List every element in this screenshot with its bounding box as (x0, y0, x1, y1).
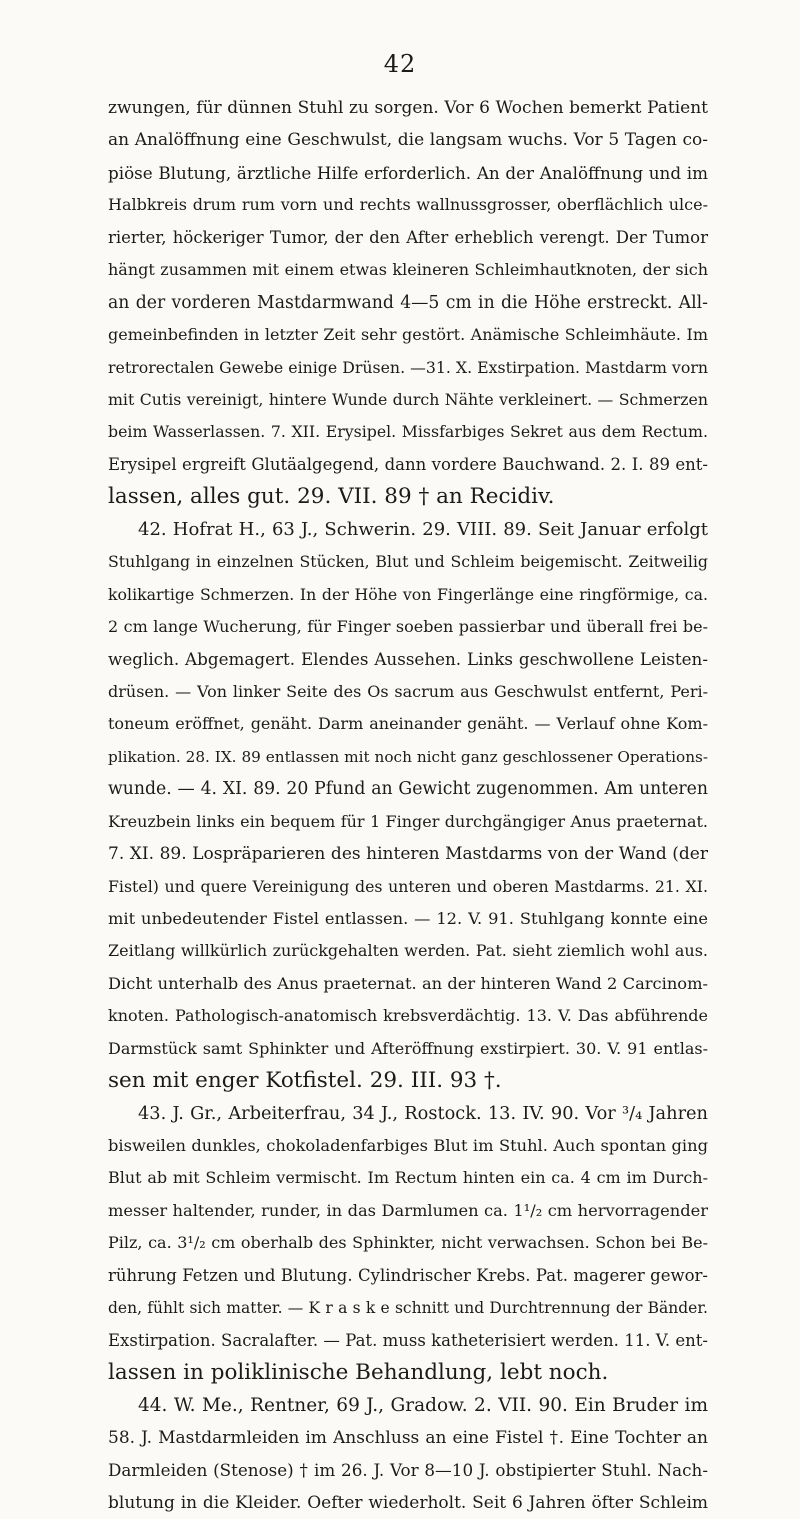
text-line: an Analöffnung eine Geschwulst, die langsam wuchs. Vor 5 Tagen co- (108, 130, 708, 151)
text-line: plikation. 28. IX. 89 entlassen mit noch nicht ganz geschlossener Operations- (108, 747, 708, 766)
text-line: wunde. — 4. XI. 89. 20 Pfund an Gewicht zugenommen. Am unteren (108, 779, 708, 800)
text-line: Zeitlang willkürlich zurückgehalten werden. Pat. sieht ziemlich wohl aus. (108, 941, 708, 961)
text-line: beim Wasserlassen. 7. XII. Erysipel. Missfarbiges Sekret aus dem Rectum. (108, 422, 708, 442)
text-line: 7. XI. 89. Lospräparieren des hinteren Mastdarms von der Wand (der (108, 844, 708, 865)
text-line: rührung Fetzen und Blutung. Cylindrischer Krebs. Pat. magerer gewor- (108, 1265, 708, 1285)
text-line: knoten. Pathologisch-anatomisch krebsverdächtig. 13. V. Das abführende (108, 1006, 708, 1026)
text-line: retrorectalen Gewebe einige Drüsen. —31. X. Exstirpation. Mastdarm vorn (108, 357, 708, 377)
text-line: Darmstück samt Sphinkter und Afteröffnung exstirpiert. 30. V. 91 entlas- (108, 1038, 708, 1058)
page-number: 42 (383, 50, 417, 78)
text-line: Dicht unterhalb des Anus praeternat. an der hinteren Wand 2 Carcinom- (108, 973, 708, 993)
text-line: 43. J. Gr., Arbeiterfrau, 34 J., Rostock. 13. IV. 90. Vor ³/₄ Jahren (138, 1103, 708, 1124)
text-line: toneum eröffnet, genäht. Darm aneinander genäht. — Verlauf ohne Kom- (108, 714, 708, 734)
text-line: an der vorderen Mastdarmwand 4—5 cm in die Höhe erstreckt. All- (108, 292, 708, 313)
document-body (108, 92, 708, 1519)
text-line: gemeinbefinden in letzter Zeit sehr gestört. Anämische Schleimhäute. Im (108, 325, 708, 345)
text-line: messer haltender, runder, in das Darmlumen ca. 1¹/₂ cm hervorragender (108, 1200, 708, 1220)
text-line: Pilz, ca. 3¹/₂ cm oberhalb des Sphinkter, nicht verwachsen. Schon bei Be- (108, 1233, 708, 1253)
text-line: Stuhlgang in einzelnen Stücken, Blut und Schleim beigemischt. Zeitweilig (108, 552, 708, 572)
text-line: 2 cm lange Wucherung, für Finger soeben passierbar und überall frei be- (108, 617, 708, 636)
text-line: drüsen. — Von linker Seite des Os sacrum aus Geschwulst entfernt, Peri- (108, 681, 708, 701)
text-line: kolikartige Schmerzen. In der Höhe von Fingerlänge eine ringförmige, ca. (108, 584, 708, 604)
text-line: blutung in die Kleider. Oefter wiederholt. Seit 6 Jahren öfter Schleim (108, 1492, 708, 1513)
text-line: Fistel) und quere Vereinigung des unteren und oberen Mastdarms. 21. XI. (108, 876, 708, 896)
text-line: 42. Hofrat H., 63 J., Schwerin. 29. VIII. 89. Seit Januar erfolgt (138, 518, 708, 540)
text-line: mit unbedeutender Fistel entlassen. — 12. V. 91. Stuhlgang konnte eine (108, 908, 708, 928)
text-line: Exstirpation. Sacralafter. — Pat. muss katheterisiert werden. 11. V. ent- (108, 1330, 708, 1350)
text-line: Halbkreis drum rum vorn und rechts wallnussgrosser, oberflächlich ulce- (108, 195, 708, 215)
text-line: mit Cutis vereinigt, hintere Wunde durch Nähte verkleinert. — Schmerzen (108, 389, 708, 409)
text-line: sen mit enger Kotfistel. 29. III. 93 †. (108, 1068, 502, 1094)
text-line: Darmleiden (Stenose) † im 26. J. Vor 8—10 J. obstipierter Stuhl. Nach- (108, 1460, 708, 1481)
text-line: Blut ab mit Schleim vermischt. Im Rectum hinten ein ca. 4 cm im Durch- (108, 1168, 708, 1188)
text-line: lassen, alles gut. 29. VII. 89 † an Recidiv. (108, 484, 555, 510)
text-line: lassen in poliklinische Behandlung, lebt noch. (108, 1360, 609, 1386)
text-line: 58. J. Mastdarmleiden im Anschluss an eine Fistel †. Eine Tochter an (108, 1427, 708, 1448)
text-line: 44. W. Me., Rentner, 69 J., Gradow. 2. VII. 90. Ein Bruder im (138, 1394, 708, 1416)
text-line: zwungen, für dünnen Stuhl zu sorgen. Vor 6 Wochen bemerkt Patient (108, 98, 708, 118)
text-line: rierter, höckeriger Tumor, der den After erheblich verengt. Der Tumor (108, 227, 708, 247)
text-line: Kreuzbein links ein bequem für 1 Finger durchgängiger Anus praeternat. (108, 811, 708, 831)
text-line: Erysipel ergreift Glutäalgegend, dann vordere Bauchwand. 2. I. 89 ent- (108, 454, 708, 474)
text-line: weglich. Abgemagert. Elendes Aussehen. Links geschwollene Leisten- (108, 649, 708, 670)
text-line: hängt zusammen mit einem etwas kleineren Schleimhautknoten, der sich (108, 260, 708, 280)
text-line: bisweilen dunkles, chokoladenfarbiges Blut im Stuhl. Auch spontan ging (108, 1136, 708, 1155)
text-line: piöse Blutung, ärztliche Hilfe erforderlich. An der Analöffnung und im (108, 162, 708, 183)
text-line: den, fühlt sich matter. — K r a s k e schnitt und Durchtrennung der Bänder. (108, 1299, 708, 1318)
